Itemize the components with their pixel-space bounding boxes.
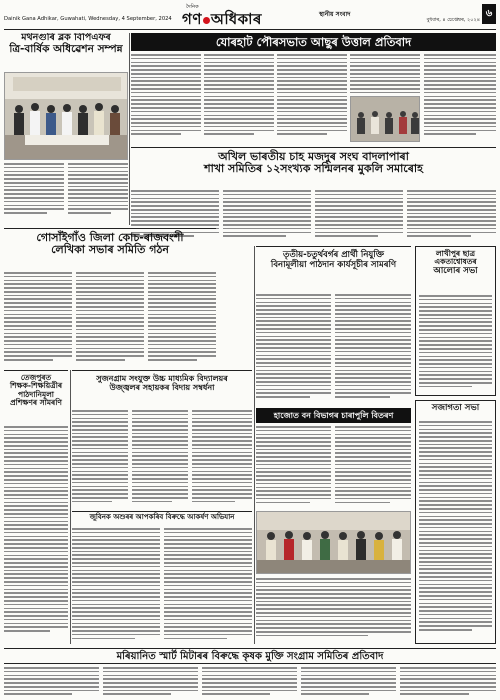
story-8-body-col-1 xyxy=(256,294,331,406)
story-12-body-col-1 xyxy=(4,667,99,698)
story-1-headline xyxy=(4,33,128,69)
story-11-headline-text: সজাগতা সভা xyxy=(431,403,480,413)
story-2-body-col-2 xyxy=(204,54,274,144)
story-7-headline xyxy=(72,511,252,525)
story-4-headline-line-1: গোসাঁইগাঁও জিলা কোচ-ৰাজবংশী xyxy=(36,231,184,244)
logo-word-2: অধিকাৰ xyxy=(210,10,262,28)
story-10-headline-line-1: লাখীপুৰ ছাত্ৰ xyxy=(436,249,475,258)
story-8-headline xyxy=(256,246,411,290)
story-9-headline-text: হাজোত বন বিভাগৰ চাৰাপুলি বিতৰণ xyxy=(273,411,394,420)
story-6-headline-line-1: সুজনগ্ৰাম সংযুক্ত উচ্চ মাধ্যমিক বিদ্যালয়ৰ xyxy=(96,374,228,383)
story-5-headline-line-1: তেজপুৰত xyxy=(20,373,52,382)
story-3-body-col-4 xyxy=(407,190,496,242)
story-9-headline xyxy=(256,408,411,423)
story-8-body-col-2 xyxy=(335,294,411,406)
story-9-body-col-2 xyxy=(335,426,411,508)
story-10-headline-line-2: একতাশ্বোষতৰ xyxy=(434,257,477,267)
story-5-headline-line-4: প্ৰশিক্ষণৰ সামৰণি xyxy=(10,398,62,408)
story-6-headline-line-2: উজ্জ্বলৰ সহায়কৰ বিদায় সম্বৰ্ধনা xyxy=(109,382,215,392)
story-11-body xyxy=(419,421,492,641)
story-7-body-col-2 xyxy=(164,528,252,644)
story-6-headline xyxy=(72,370,252,406)
story-5-headline xyxy=(4,370,68,422)
story-6-body-col-2 xyxy=(132,410,188,508)
story-1-headline-line-2: ত্ৰি-বাৰ্ষিক অধিৱেশন সম্পন্ন xyxy=(9,42,123,55)
story-2-body-col-5 xyxy=(424,54,496,144)
story-10-box xyxy=(415,246,496,396)
story-2-headline xyxy=(131,33,496,51)
story-3-headline-line-2: শাখা সমিতিৰ ১২সংখ্যক সন্মিলনৰ মুকলি সমাৰোহ xyxy=(204,162,423,176)
story-10-headline-line-3: আলোৰ সভা xyxy=(433,265,478,276)
story-1-headline-line-1: মথনগুৰি ব্লক বিপিএফৰ xyxy=(21,33,111,43)
story-12-body-col-4 xyxy=(301,667,396,698)
story-6-body-col-3 xyxy=(192,410,252,508)
story-2-photo xyxy=(350,96,420,142)
story-3-headline-line-1: অখিল ভাৰতীয় চাহ মজদুৰ সংঘ বাদলাপাৰা xyxy=(218,150,409,163)
story-4-body-col-3 xyxy=(148,272,216,367)
story-1-photo xyxy=(4,72,128,160)
story-9-photo xyxy=(256,511,411,574)
masthead xyxy=(4,4,496,30)
story-11-box xyxy=(415,400,496,644)
story-4-body-col-2 xyxy=(76,272,144,367)
story-4-body-col-1 xyxy=(4,272,72,367)
logo-dot-icon xyxy=(203,17,210,24)
story-12-body-col-3 xyxy=(202,667,297,698)
story-8-headline-line-2: বিনামূলীয়া পাঠদান কাৰ্যসূচীৰ সামৰণি xyxy=(270,259,397,270)
story-12-body-col-2 xyxy=(103,667,198,698)
section-title: স্থানীয় সংবাদ xyxy=(319,11,351,18)
story-12-body-col-5 xyxy=(400,667,496,698)
story-7-body-col-1 xyxy=(72,528,160,644)
column-rule xyxy=(254,246,255,644)
story-8-headline-line-1: তৃতীয়-চতুৰ্থবৰ্গৰ প্ৰাৰ্থী নিযুক্তি xyxy=(282,250,385,260)
story-3-headline xyxy=(131,147,496,187)
newspaper-logo xyxy=(178,4,308,28)
story-2-body-col-3 xyxy=(277,54,347,144)
story-9-body-col-1 xyxy=(256,426,331,508)
story-11-headline xyxy=(416,401,495,417)
story-4-headline xyxy=(4,228,216,268)
story-5-body xyxy=(4,426,68,644)
story-5-headline-line-3: পাঠদানিমূলা xyxy=(18,389,54,399)
page-number: ৬ xyxy=(482,4,496,24)
story-12-headline xyxy=(4,648,496,664)
story-7-headline-text: জুবিনক অশুৰৰ আপকৰিব বিৰুদ্ধে আকৰ্ষণ অভিযান xyxy=(89,513,235,521)
story-12-headline-text: মৰিয়ানিত স্মাৰ্ট মিটাৰৰ বিৰুদ্ধে কৃষক মুক্তি সংগ্ৰাম সমিতিৰ প্ৰতিবাদ xyxy=(116,651,384,662)
masthead-date: বুধবাৰ, ৪ চেপ্তেম্বৰ, ২০২৪ xyxy=(426,17,480,23)
column-rule xyxy=(129,33,130,225)
story-1-body-col-2 xyxy=(68,163,128,223)
story-6-body-col-1 xyxy=(72,410,128,508)
story-2-body-col-1 xyxy=(131,54,201,144)
story-5-headline-line-2: শিক্ষক-শিক্ষয়িত্ৰীৰ xyxy=(9,381,63,391)
story-4-headline-line-2: লেখিকা সভাৰ সমিতি গঠন xyxy=(51,243,169,257)
logo-word-1: গণ xyxy=(182,10,202,28)
story-2-headline-text: যোৰহাট পৌৰসভাত আছুৰ উত্তাল প্ৰতিবাদ xyxy=(215,35,412,49)
masthead-edition-line: Dainik Gana Adhikar, Guwahati, Wednesday, 4 September, 2024 xyxy=(4,16,172,22)
story-10-body xyxy=(419,295,492,393)
column-rule xyxy=(70,370,71,644)
story-3-body-col-2 xyxy=(223,190,311,242)
story-1-body-col-1 xyxy=(4,163,64,223)
story-3-body-col-3 xyxy=(315,190,403,242)
story-10-headline xyxy=(416,247,495,293)
story-9-caption xyxy=(256,578,411,644)
logo-small-text: দৈনিক xyxy=(186,4,199,10)
